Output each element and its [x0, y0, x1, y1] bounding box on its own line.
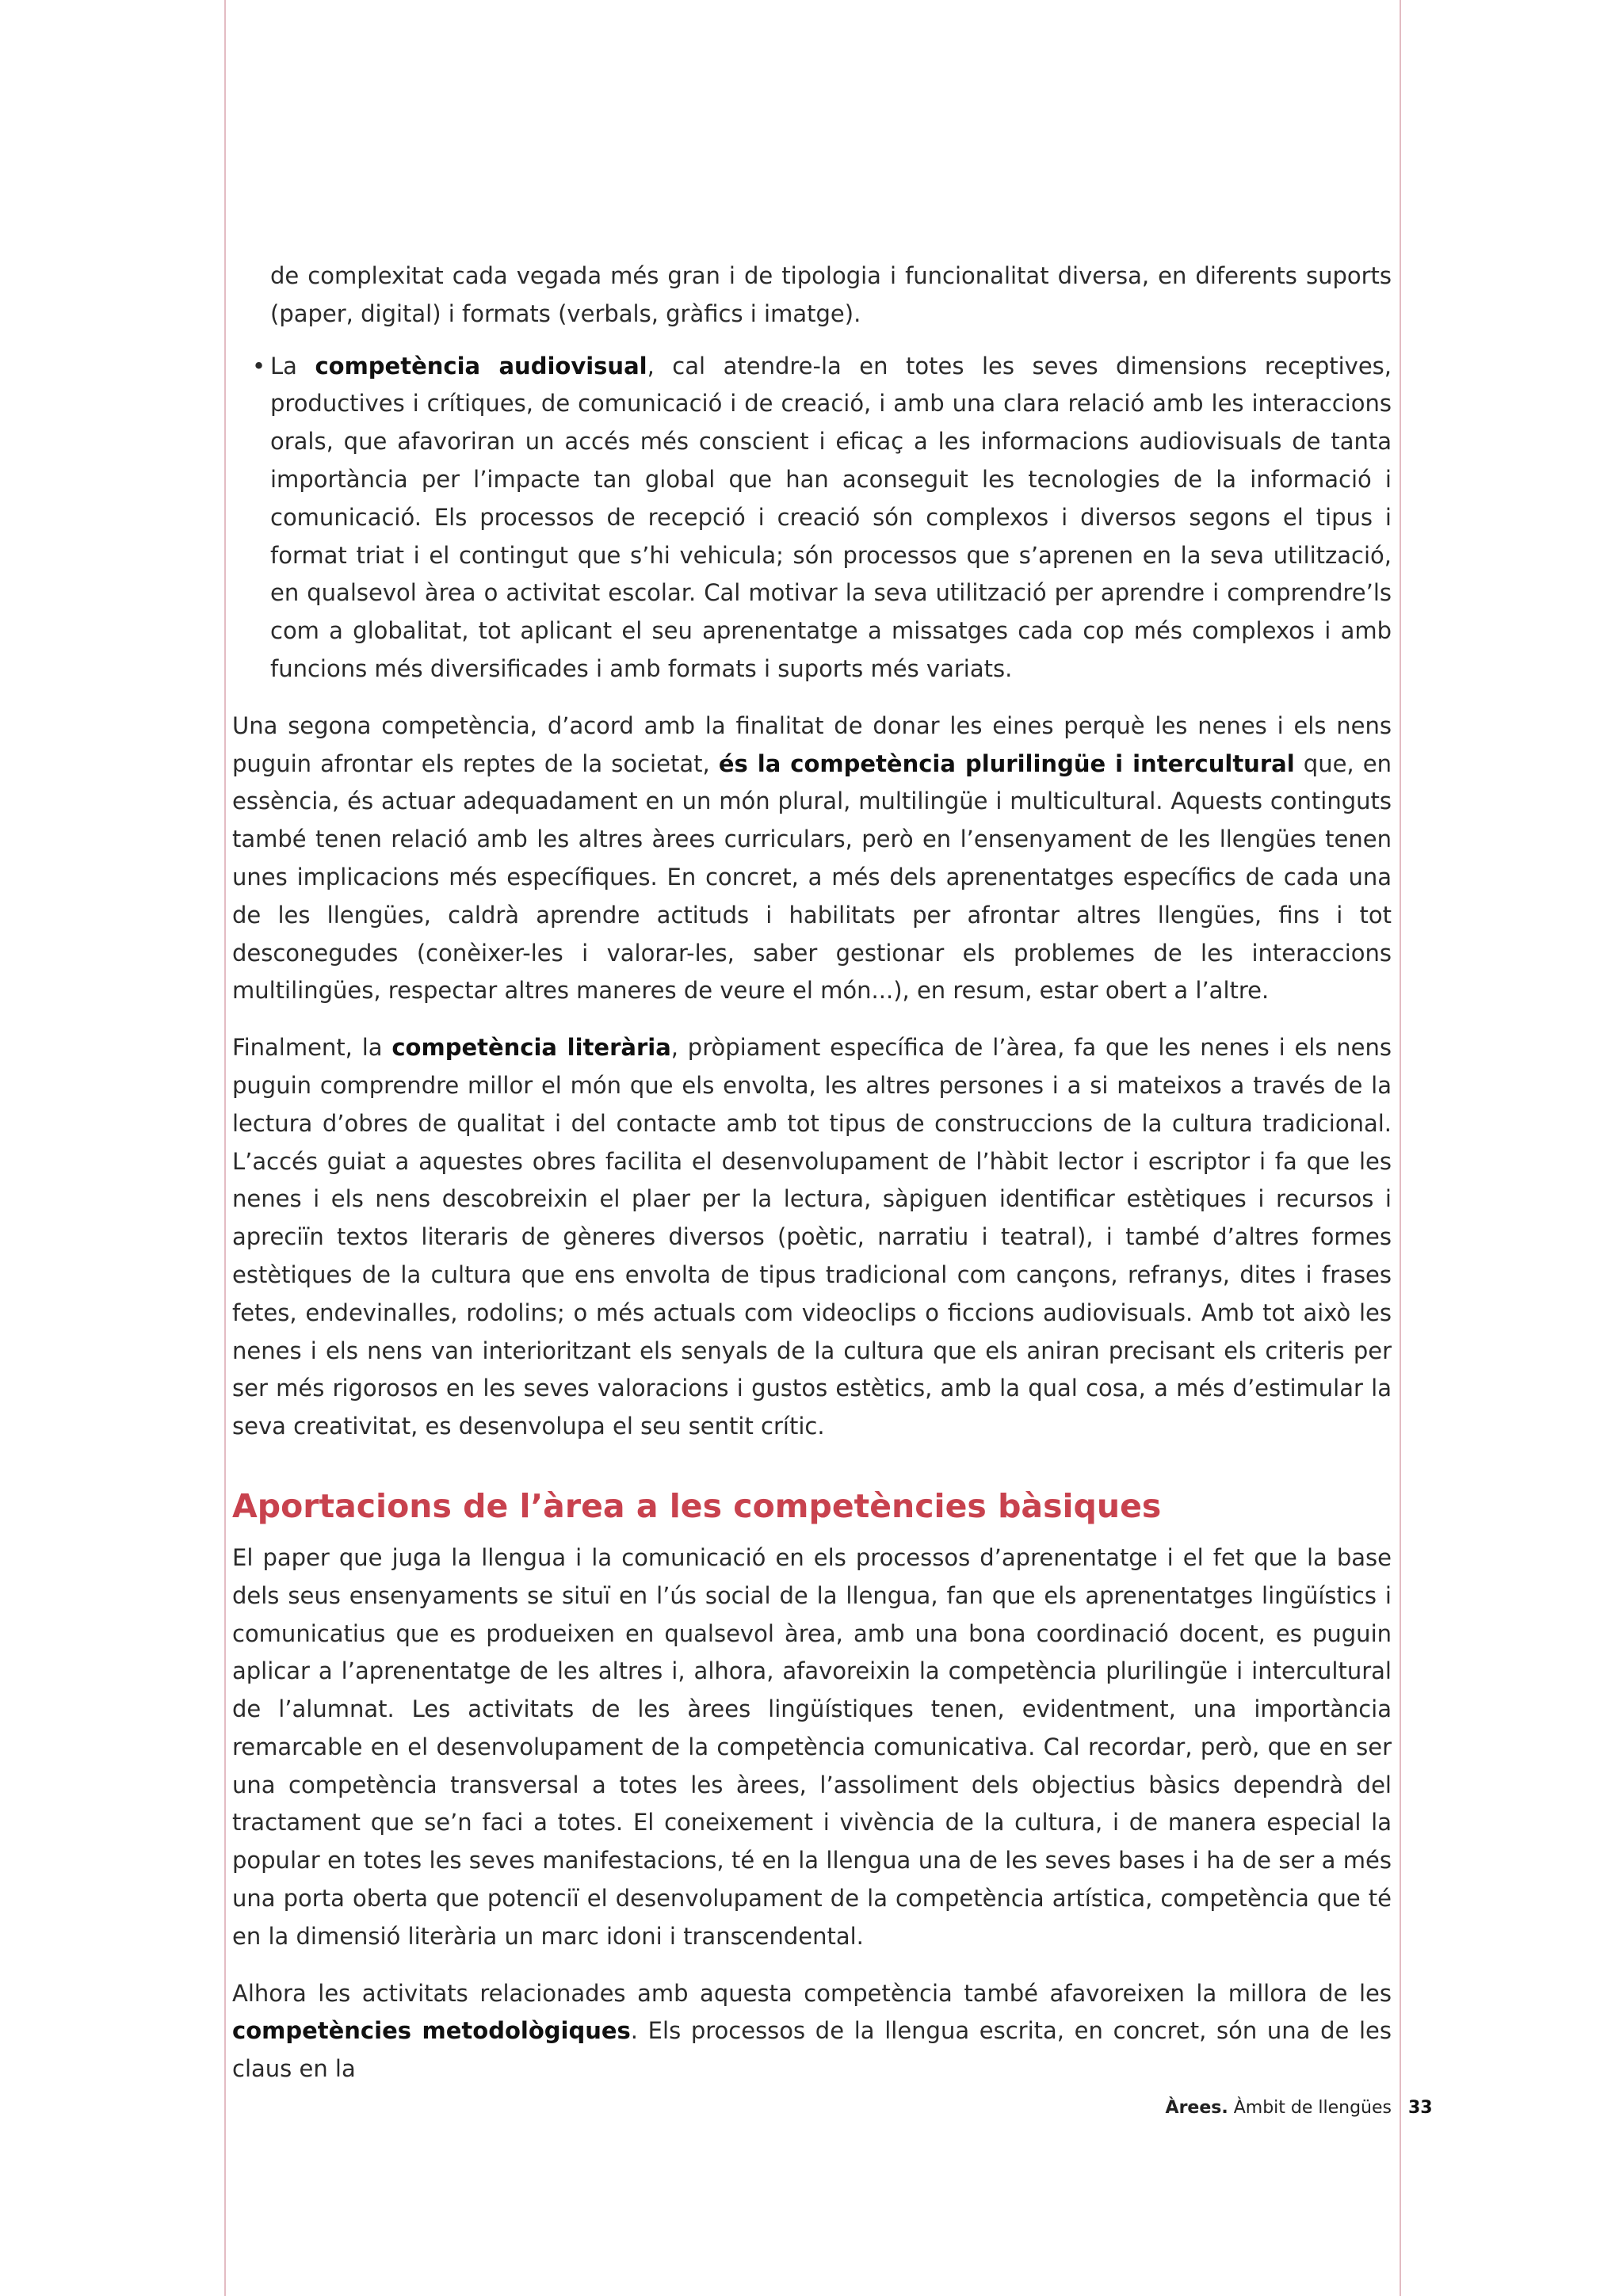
paragraph-plurilingue — [232, 707, 1392, 1010]
bold-term-metodologiques: competències metodològiques — [232, 2017, 631, 2045]
text-run: Finalment, la — [232, 1034, 392, 1062]
text-run: que, en essència, és actuar adequadament en un món plural, multilingüe i multicultural. Aquests continguts també tenen relació amb les altres àrees curriculars, però en l’ensenyament de les llengües tenen unes implicacions més específiques. En concret, a més dels aprenentatges específics de cada una de les llengües, caldrà aprendre actituds i habilitats per afrontar altres llengües, fins i tot desconegudes (conèixer-les i valorar-les, saber gestionar els problemes de les interaccions multilingües, respectar altres maneres de veure el món...), en resum, estar obert a l’altre. — [232, 749, 1392, 1005]
page-body — [232, 257, 1392, 2088]
paragraph-aportacions: El paper que juga la llengua i la comunicació en els processos d’aprenentatge i el fet que la base dels seus ensenyaments se situï en l’ús social de la llengua, fan que els aprenentatges lingüístics i comunicatius que es produeixen en qualsevol àrea, amb una bona coordinació docent, es puguin aplicar a l’aprenentatge de les altres i, alhora, afavoreixin la competència plurilingüe i intercultural de l’alumnat. Les activitats de les àrees lingüístiques tenen, evidentment, una importància remarcable en el desenvolupament de la competència comunicativa. Cal recordar, però, que en ser una competència transversal a totes les àrees, l’assoliment dels objectius bàsics dependrà del tractament que se’n faci a totes. El coneixement i vivència de la cultura, i de manera especial la popular en totes les seves manifestacions, té en la llengua una de les seves bases i ha de ser a més una porta oberta que potenciï el desenvolupament de la competència artística, competència que té en la dimensió literària un marc idoni i transcendental. — [232, 1543, 1392, 1950]
text-run: La — [270, 352, 315, 379]
text-run: . Els processos de la llengua escrita, en concret, són una de les claus en la — [232, 2017, 1392, 2083]
bold-term-plurilingue: és la competència plurilingüe i intercultural — [718, 749, 1295, 777]
bold-term-audiovisual: competència audiovisual — [315, 352, 647, 379]
footer-section-text: Àmbit de llengües — [1228, 2098, 1392, 2118]
text-run: Una segona competència, d’acord amb la finalitat de donar les eines perquè les nenes i els nens puguin afrontar els reptes de la societat, — [232, 711, 1392, 777]
paragraph-literaria — [232, 1029, 1392, 1446]
bold-term-literaria: competència literària — [391, 1034, 671, 1062]
bullet-icon: • — [252, 352, 266, 379]
footer-section-bold: Àrees. — [1165, 2098, 1228, 2118]
paragraph-audiovisual — [270, 348, 1392, 688]
text-run: , pròpiament específica de l’àrea, fa que les nenes i els nens puguin comprendre millor el món que els envolta, les altres persones i a si mateixos a través de la lectura d’obres de qualitat i del contacte amb tot tipus de construccions de la cultura tradicional. L’accés guiat a aquestes obres facilita el desenvolupament de l’hàbit lector i escriptor i fa que les nenes i els nens descobreixin el plaer per la lectura, sàpiguen identificar estètiques i recursos i apreciïn textos literaris de gèneres diversos (poètic, narratiu i teatral), i també d’altres formes estètiques de la cultura que ens envolta de tipus tradicional com cançons, refranys, dites i frases fetes, endevinalles, rodolins; o més actuals com videoclips o ficcions audiovisuals. Amb tot això les nenes i els nens van interioritzant els senyals de la cultura que els aniran precisant els criteris per ser més rigorosos en les seves valoracions i gustos estètics, amb la qual cosa, a més d’estimular la seva creativitat, es desenvolupa el seu sentit crític. — [232, 1034, 1392, 1440]
bullet-item-audiovisual — [232, 348, 1392, 688]
text-run: , cal atendre-la en totes les seves dimensions receptives, productives i crítiques, de comunicació i de creació, i amb una clara relació amb les interaccions orals, que afavoriran un accés més conscient i eficaç a les informacions audiovisuals de tanta importància per l’impacte tan global que han aconseguit les tecnologies de la informació i comunicació. Els processos de recepció i creació són complexos i diversos segons el tipus i format triat i el contingut que s’hi vehicula; són processos que s’aprenen en la seva utilització, en qualsevol àrea o activitat escolar. Cal motivar la seva utilització per aprendre i comprendre’ls com a globalitat, tot aplicant el seu aprenentatge a missatges cada cop més complexos i amb funcions més diversificades i amb formats i suports més variats. — [270, 352, 1392, 682]
left-margin-rule — [224, 0, 226, 2296]
right-margin-rule — [1400, 0, 1401, 2296]
page-number: 33 — [1408, 2098, 1433, 2118]
section-heading: Aportacions de l’àrea a les competències bàsiques — [232, 1486, 1162, 1525]
paragraph-metodologiques — [232, 1975, 1392, 2088]
running-footer — [1109, 2096, 1392, 2120]
paragraph-continuation: de complexitat cada vegada més gran i de tipologia i funcionalitat diversa, en diferents suports (paper, digital) i formats (verbals, gràfics i imatge). — [270, 262, 1392, 327]
text-run: Alhora les activitats relacionades amb aquesta competència també afavoreixen la millora de les — [232, 1979, 1392, 2007]
